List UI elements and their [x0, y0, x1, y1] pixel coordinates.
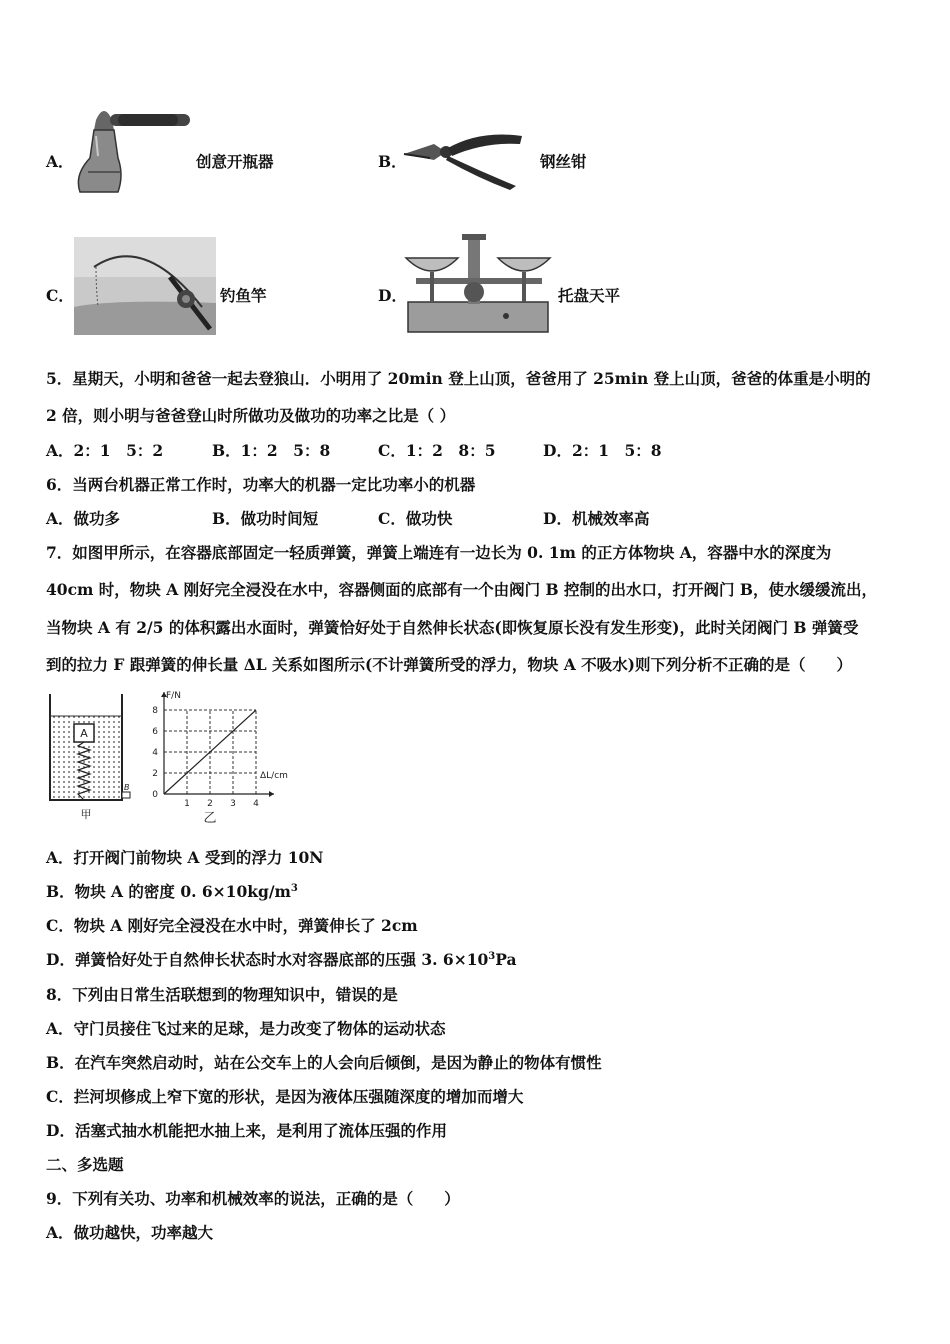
q6-option-c: C．做功快	[378, 509, 453, 528]
q8-option-b: B．在汽车突然启动时，站在公交车上的人会向后倾倒，是因为静止的物体有惯性	[46, 1053, 602, 1072]
q7-option-b	[46, 882, 298, 902]
q9-option-a: A．做功越快，功率越大	[46, 1223, 214, 1242]
figure-jia-container	[42, 690, 134, 822]
q6-option-a: A．做功多	[46, 509, 121, 528]
option-d-letter: D．	[378, 286, 407, 305]
q7-option-b-sup: 3	[290, 882, 298, 894]
option-c-letter: C．	[46, 286, 74, 305]
chart-y-tick-2: 6	[152, 727, 158, 737]
option-a-label: 创意开瓶器	[196, 152, 274, 171]
q7-option-d-text: D．弹簧恰好处于自然伸长状态时水对容器底部的压强 3. 6×10	[46, 950, 489, 969]
q7-option-c: C．物块 A 刚好完全浸没在水中时，弹簧伸长了 2cm	[46, 916, 418, 935]
pliers-image	[400, 128, 525, 190]
q7-option-a: A．打开阀门前物块 A 受到的浮力 10N	[46, 848, 324, 867]
balance-image	[402, 232, 554, 335]
chart-x-tick-2: 3	[230, 799, 236, 809]
q5-option-a: A．2：1 5：2	[46, 441, 164, 460]
chart-y-tick-1: 4	[152, 748, 158, 758]
q5-option-c: C．1：2 8：5	[378, 441, 496, 460]
q5-stem-line1: 5．星期天，小明和爸爸一起去登狼山．小明用了 20min 登上山顶，爸爸用了 25min 登上山顶，爸爸的体重是小明的	[46, 369, 871, 388]
q7-option-b-text: B．物块 A 的密度 0. 6×10kg/m	[46, 882, 291, 901]
q7-option-d-sup: 3	[488, 950, 496, 962]
chart-y-tick-3: 8	[152, 706, 158, 716]
figure-jia-valve-label: B	[124, 783, 130, 792]
q8-option-c: C．拦河坝修成上窄下宽的形状，是因为液体压强随深度的增加而增大	[46, 1087, 524, 1106]
q7-option-d	[46, 950, 517, 970]
chart-x-tick-1: 2	[207, 799, 213, 809]
fishing-rod-image	[74, 237, 216, 335]
q5-option-b: B．1：2 5：8	[212, 441, 331, 460]
q6-stem: 6．当两台机器正常工作时，功率大的机器一定比功率小的机器	[46, 475, 476, 494]
section-heading-multiple-choice: 二、多选题	[46, 1155, 124, 1174]
bottle-opener-image	[74, 100, 194, 195]
q7-stem-line2: 40cm 时，物块 A 刚好完全浸没在水中，容器侧面的底部有一个由阀门 B 控制的出水口，打开阀门 B，使水缓缓流出，	[46, 580, 878, 599]
q5-option-d: D．2：1 5：8	[543, 441, 662, 460]
chart-x-tick-3: 4	[253, 799, 259, 809]
q8-option-d: D．活塞式抽水机能把水抽上来，是利用了流体压强的作用	[46, 1121, 447, 1140]
q8-option-a: A．守门员接住飞过来的足球，是力改变了物体的运动状态	[46, 1019, 446, 1038]
q6-option-d: D．机械效率高	[543, 509, 650, 528]
chart-xlabel: ΔL/cm	[260, 771, 288, 781]
q7-stem-line4: 到的拉力 F 跟弹簧的伸长量 ΔL 关系如图所示(不计弹簧所受的浮力，物块 A 不吸水)则下列分析不正确的是（ ）	[46, 655, 853, 674]
q6-option-b: B．做功时间短	[212, 509, 319, 528]
option-b-label: 钢丝钳	[540, 152, 587, 171]
option-a-letter: A．	[46, 152, 74, 171]
q7-stem-line1: 7．如图甲所示，在容器底部固定一轻质弹簧，弹簧上端连有一边长为 0. 1m 的正方体物块 A，容器中水的深度为	[46, 543, 832, 562]
chart-x-arrow	[269, 791, 274, 797]
q7-stem-line3: 当物块 A 有 2/5 的体积露出水面时，弹簧恰好处于自然伸长状态(即恢复原长没有发生形变)，此时关闭阀门 B 弹簧受	[46, 618, 859, 637]
q8-stem: 8．下列由日常生活联想到的物理知识中，错误的是	[46, 985, 398, 1004]
chart-origin-label: 0	[152, 790, 158, 800]
chart-ylabel: F/N	[166, 691, 181, 701]
q5-stem-line2: 2 倍，则小明与爸爸登山时所做功及做功的功率之比是（ ）	[46, 406, 456, 425]
option-c-label: 钓鱼竿	[220, 286, 267, 305]
q7-option-d-unit: Pa	[495, 950, 517, 969]
chart-x-tick-0: 1	[184, 799, 190, 809]
option-b-letter: B．	[378, 152, 407, 171]
figure-jia-block-label: A	[80, 727, 88, 740]
q9-stem: 9．下列有关功、功率和机械效率的说法，正确的是（ ）	[46, 1189, 460, 1208]
figure-jia-label: 甲	[80, 808, 92, 821]
chart-title: 乙	[203, 811, 217, 826]
figure-yi-chart	[142, 684, 312, 826]
option-d-label: 托盘天平	[558, 286, 621, 305]
chart-y-tick-0: 2	[152, 769, 158, 779]
